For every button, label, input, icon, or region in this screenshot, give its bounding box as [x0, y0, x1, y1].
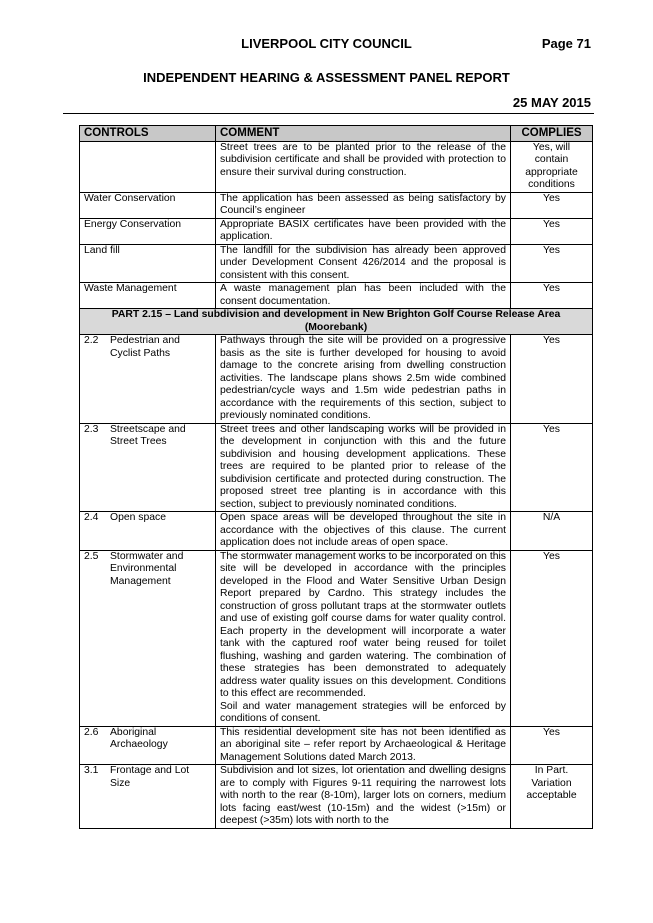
- comment-cell: [216, 550, 511, 726]
- table-header-row: [80, 126, 593, 142]
- table-row: [80, 550, 593, 726]
- control-label: Streetscape and Street Trees: [110, 423, 186, 447]
- control-number: 2.4: [84, 512, 99, 523]
- comment-cell: The application has been assessed as being satisfactory by Council’s engineer: [216, 192, 511, 218]
- page-number: Page 71: [541, 36, 591, 51]
- control-number: 2.5: [84, 550, 99, 562]
- control-cell: Energy Conservation: [80, 218, 216, 244]
- table-row: [80, 765, 593, 829]
- complies-cell: Yes: [511, 283, 593, 309]
- comment-cell: Pathways through the site will be provided on a progressive basis as the site is further developed for housing to avoid damage to the concrete arising from dwelling construction activities. The landscape plans shows 2.5m wide combined pedestrian/cycle ways and 1.5m wide pedestrian paths in accordance with the requirements of this section, subject to previously nominated conditions.: [216, 335, 511, 424]
- section-heading-row: [80, 309, 593, 335]
- complies-cell: In Part. Variation acceptable: [511, 765, 593, 829]
- controls-table: [79, 125, 593, 829]
- table-row: [80, 244, 593, 283]
- complies-cell: Yes: [511, 335, 593, 424]
- table-row: [80, 141, 593, 192]
- control-number: 2.3: [84, 423, 99, 435]
- control-cell: [80, 335, 216, 424]
- control-cell: [80, 765, 216, 829]
- control-cell: Water Conservation: [80, 192, 216, 218]
- page-header: [0, 36, 653, 56]
- control-number: 3.1: [84, 765, 99, 776]
- column-header-comment: COMMENT: [216, 126, 511, 142]
- control-number: 2.2: [84, 335, 99, 346]
- table-row: [80, 283, 593, 309]
- control-number: 2.6: [84, 726, 99, 738]
- table-row: [80, 218, 593, 244]
- header-divider: [63, 113, 594, 114]
- comment-cell: Open space areas will be developed throughout the site in accordance with the objectives of this clause. The current application does not include areas of open space.: [216, 512, 511, 551]
- report-date: 25 MAY 2015: [512, 95, 591, 110]
- control-label: Stormwater and Environmental Management: [110, 550, 184, 587]
- control-label: Aboriginal Archaeology: [110, 726, 168, 750]
- comment-cell: This residential development site has not been identified as an aboriginal site – refer report by Archaeological & Heritage Management Solutions dated March 2013.: [216, 726, 511, 765]
- control-label: Pedestrian and Cyclist Paths: [110, 335, 180, 359]
- table-row: [80, 335, 593, 424]
- complies-cell: Yes: [511, 550, 593, 726]
- report-title: INDEPENDENT HEARING & ASSESSMENT PANEL REPORT: [143, 70, 510, 85]
- complies-cell: N/A: [511, 512, 593, 551]
- table-row: [80, 512, 593, 551]
- control-cell: [80, 550, 216, 726]
- council-name: LIVERPOOL CITY COUNCIL: [241, 36, 412, 51]
- control-cell: [80, 512, 216, 551]
- comment-cell: Appropriate BASIX certificates have been provided with the application.: [216, 218, 511, 244]
- control-cell: Waste Management: [80, 283, 216, 309]
- complies-cell: Yes, will contain appropriate conditions: [511, 141, 593, 192]
- comment-paragraph: The stormwater management works to be incorporated on this site will be developed in accordance with the principles developed in the Flood and Water Sensitive Urban Design Report prepared by Cardno. This strategy includes the construction of gross pollutant traps at the stormwater outlets and use of existing golf course dams for water quality control. Each property in the development will incorporate a water tank with the captured roof water being reused for toilet flushing, washing and garden watering. The combination of these strategies has been demonstrated to adequately address water quality issues on this development. Conditions to this effect are recommended.: [220, 550, 506, 699]
- control-label: Open space: [110, 512, 167, 523]
- control-label: Frontage and Lot Size: [110, 765, 190, 789]
- table-row: [80, 726, 593, 765]
- complies-cell: Yes: [511, 726, 593, 765]
- complies-cell: Yes: [511, 244, 593, 283]
- table-row: [80, 423, 593, 512]
- column-header-controls: CONTROLS: [80, 126, 216, 142]
- control-cell: [80, 141, 216, 192]
- comment-cell: A waste management plan has been included with the consent documentation.: [216, 283, 511, 309]
- comment-cell: Subdivision and lot sizes, lot orientation and dwelling designs are to comply with Figures 9-11 requiring the narrowest lots with north to the rear (8-10m), larger lots on corners, medium lots facing east/west (10-15m) and the widest (>15m) or deepest (>35m) lots with north to the: [216, 765, 511, 829]
- table-row: [80, 192, 593, 218]
- complies-cell: Yes: [511, 423, 593, 512]
- comment-cell: Street trees are to be planted prior to the release of the subdivision certificate and shall be provided with protection to ensure their survival during construction.: [216, 141, 511, 192]
- column-header-complies: COMPLIES: [511, 126, 593, 142]
- control-cell: [80, 423, 216, 512]
- comment-paragraph: Soil and water management strategies will be enforced by conditions of consent.: [220, 700, 506, 724]
- complies-cell: Yes: [511, 192, 593, 218]
- control-cell: Land fill: [80, 244, 216, 283]
- section-heading: PART 2.15 – Land subdivision and development in New Brighton Golf Course Release Area (Moorebank): [80, 309, 593, 335]
- comment-cell: The landfill for the subdivision has already been approved under Development Consent 426/2014 and the proposal is consistent with this consent.: [216, 244, 511, 283]
- control-cell: [80, 726, 216, 765]
- comment-cell: Street trees and other landscaping works will be provided in the development in conjunction with this and the future subdivision and housing development applications. These trees are required to be planted prior to release of the subdivision certificate and protected during construction. The proposed street tree planting is in accordance with this section, subject to previously nominated conditions.: [216, 423, 511, 512]
- complies-cell: Yes: [511, 218, 593, 244]
